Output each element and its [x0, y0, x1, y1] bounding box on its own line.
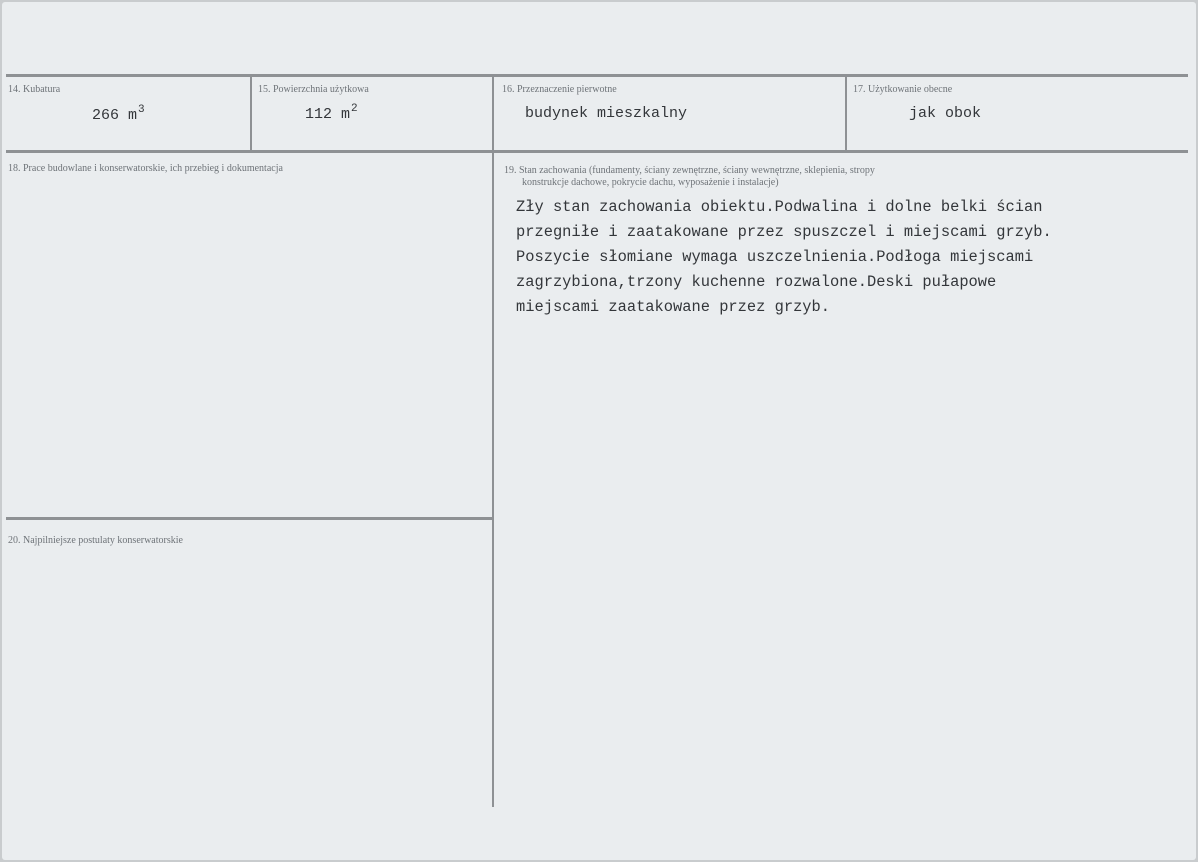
powierzchnia-label: 15. Powierzchnia użytkowa: [258, 84, 369, 95]
uzytkowanie-label: 17. Użytkowanie obecne: [853, 84, 953, 95]
inventory-card: [2, 2, 1196, 860]
stan-line-3: Poszycie słomiane wymaga uszczelnienia.Podłoga miejscami: [516, 248, 1034, 266]
kubatura-value: [92, 104, 145, 124]
kubatura-number: 266 m: [92, 107, 138, 124]
divider-14-15: [250, 76, 252, 151]
stan-line-4: zagrzybiona,trzony kuchenne rozwalone.Deski pułapowe: [516, 273, 997, 291]
postulaty-label: 20. Najpilniejsze postulaty konserwatorskie: [8, 535, 183, 546]
powierzchnia-value: [305, 103, 358, 123]
stan-line-1: Zły stan zachowania obiektu.Podwalina i dolne belki ścian: [516, 198, 1043, 216]
stan-line-5: miejscami zaatakowane przez grzyb.: [516, 298, 831, 316]
kubatura-exponent: 3: [138, 104, 145, 116]
stan-label-line-2: konstrukcje dachowe, pokrycie dachu, wyposażenie i instalacje): [522, 177, 779, 188]
przeznaczenie-value: budynek mieszkalny: [525, 105, 688, 122]
top-rule: [6, 74, 1188, 77]
uzytkowanie-value: jak obok: [909, 105, 982, 122]
powierzchnia-number: 112 m: [305, 106, 351, 123]
prace-label: 18. Prace budowlane i konserwatorskie, ich przebieg i dokumentacja: [8, 163, 283, 174]
stan-label-line-1: 19. Stan zachowania (fundamenty, ściany zewnętrzne, ściany wewnętrzne, sklepienia, stropy: [504, 165, 875, 176]
divider-15-16: [492, 76, 494, 807]
divider-16-17: [845, 76, 847, 151]
kubatura-label: 14. Kubatura: [8, 84, 61, 95]
przeznaczenie-label: 16. Przeznaczenie pierwotne: [502, 84, 617, 95]
powierzchnia-exponent: 2: [351, 103, 358, 115]
middle-rule: [6, 150, 1188, 153]
stan-line-2: przegniłe i zaatakowane przez spuszczel i miejscami grzyb.: [516, 223, 1052, 241]
left-section-rule: [6, 517, 492, 520]
stan-description: [516, 195, 1076, 320]
